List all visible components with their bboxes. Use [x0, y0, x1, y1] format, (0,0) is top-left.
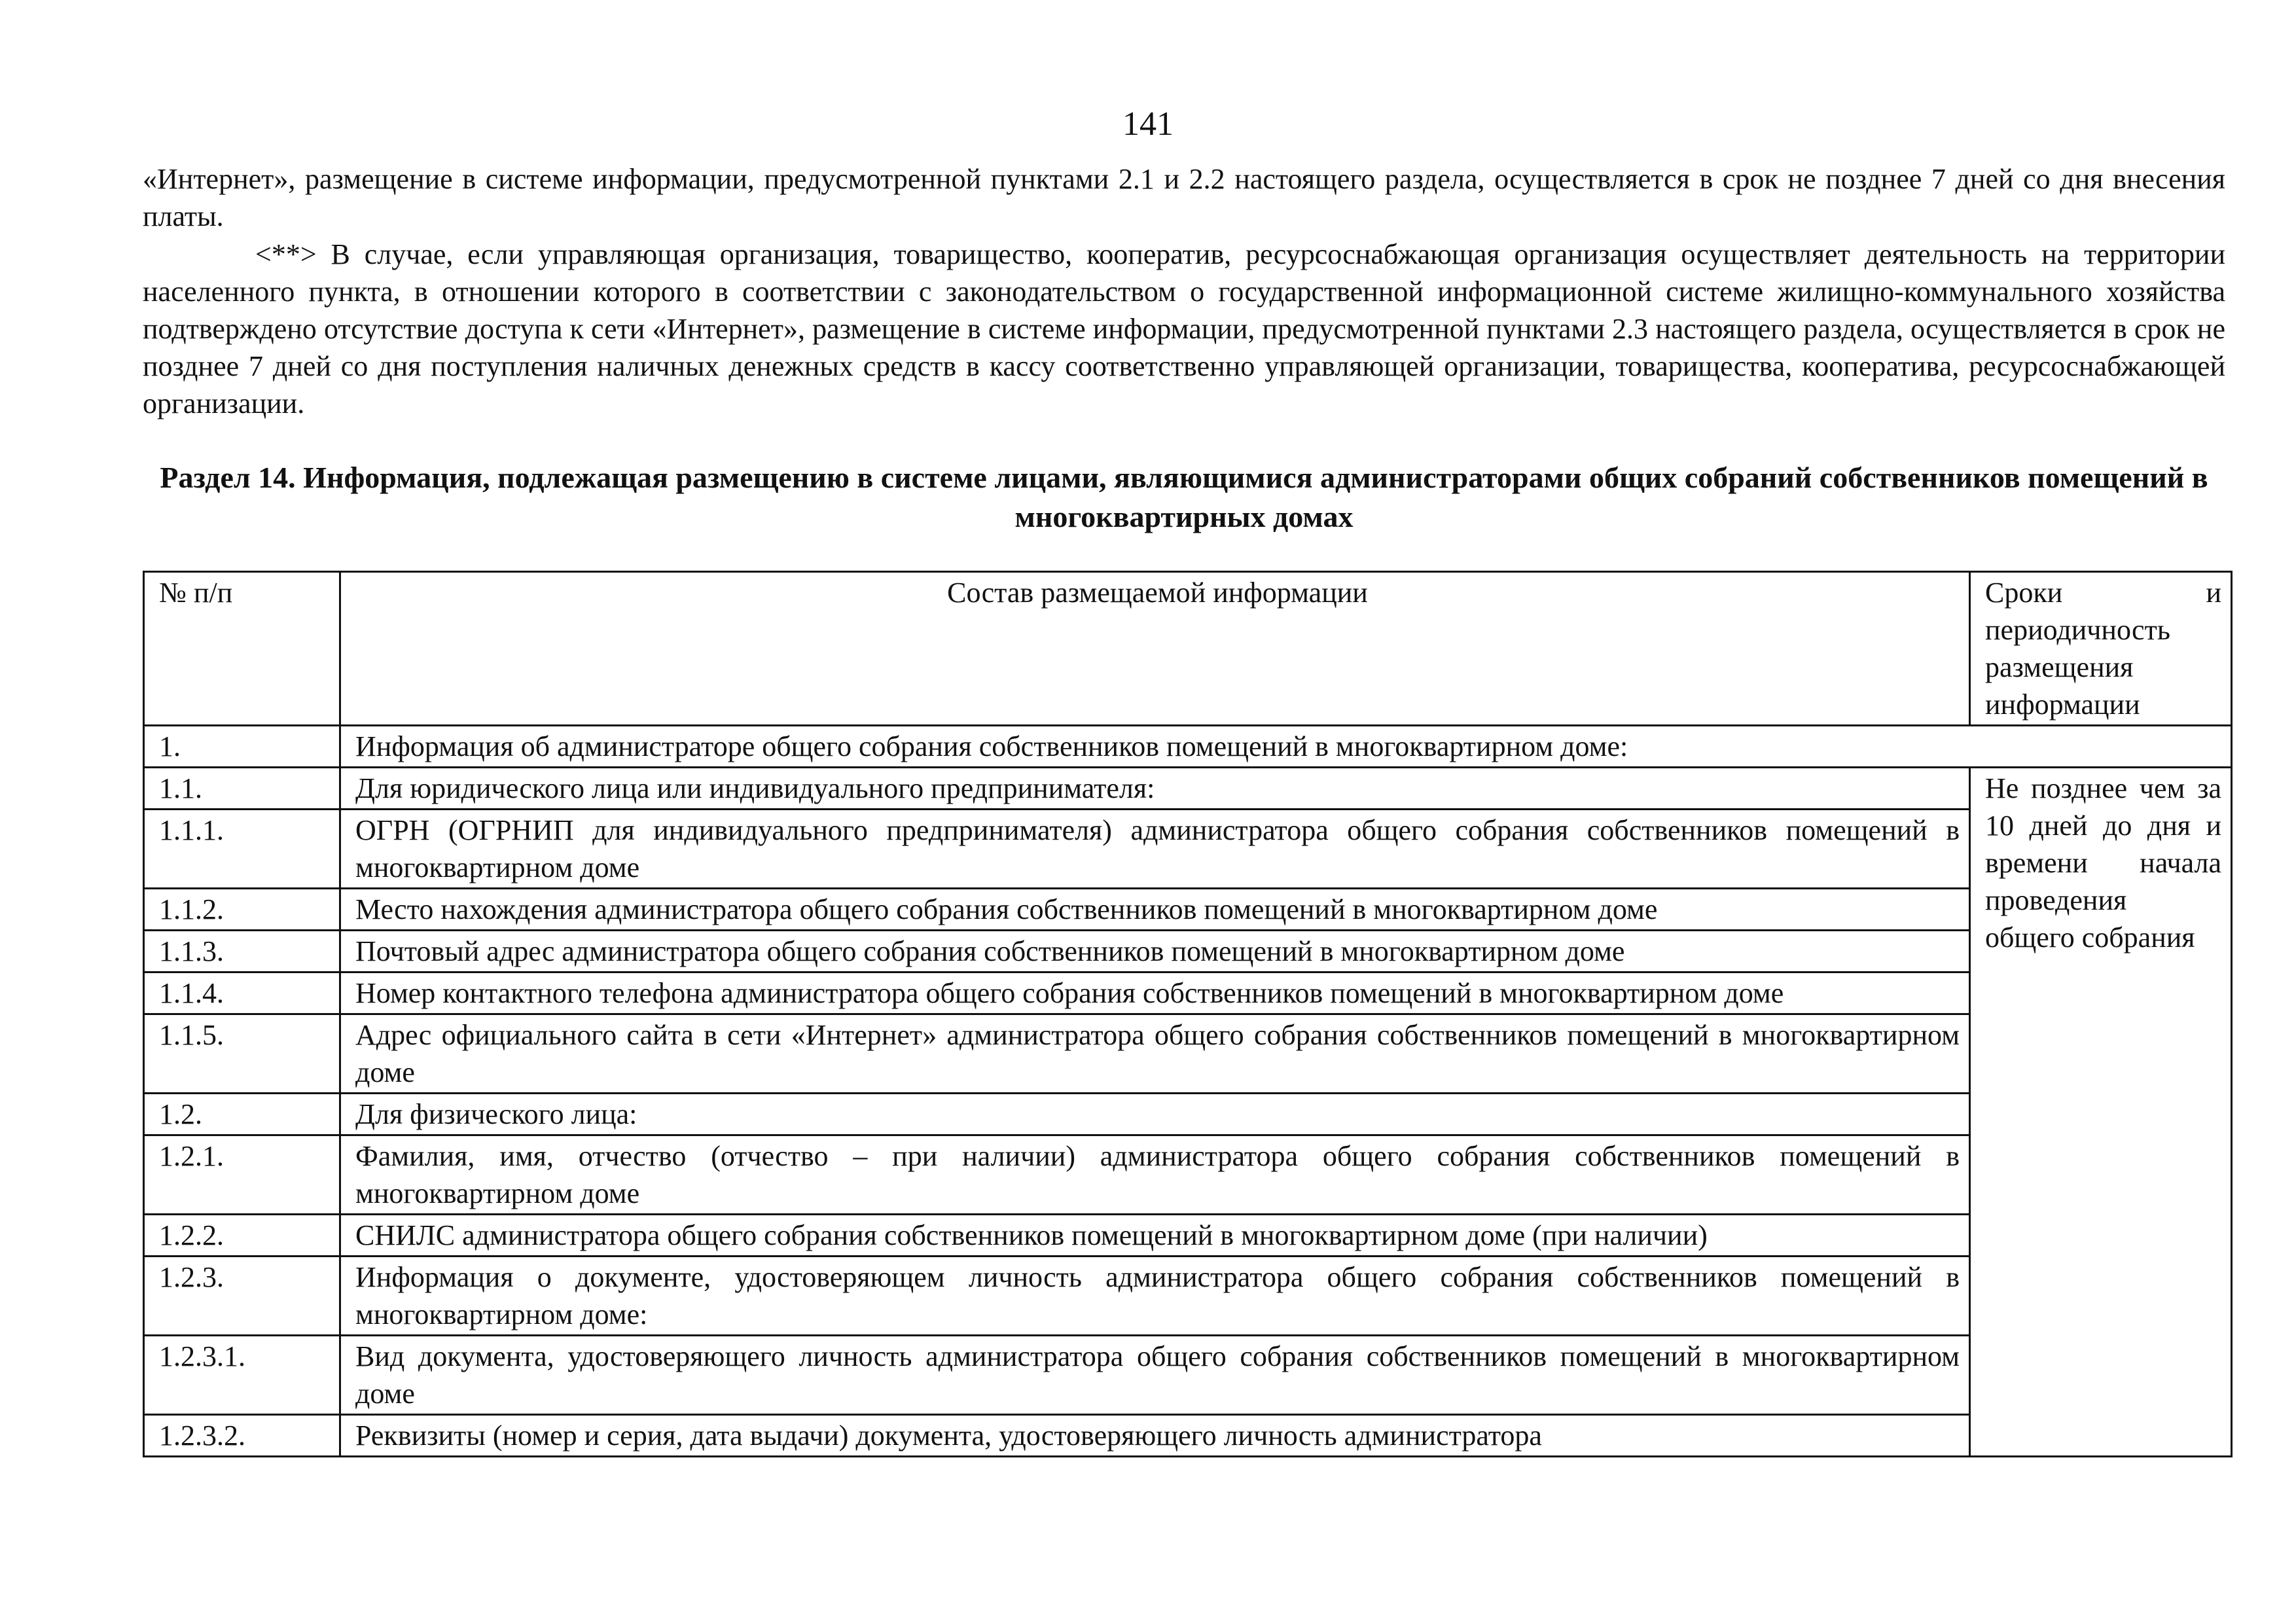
- row-number: 1.1.5.: [144, 1014, 340, 1094]
- row-info: Информация об администраторе общего собрания собственников помещений в многоквартирном доме:: [340, 726, 2232, 768]
- header-terms: Сроки и периодичность размещения информации: [1970, 572, 2232, 726]
- information-table: [143, 571, 2233, 1457]
- table-row: [144, 931, 2232, 972]
- term-deadline: Не позднее чем за 10 дней до дня и времени начала проведения общего собрания: [1970, 768, 2232, 1457]
- row-number: 1.2.3.2.: [144, 1415, 340, 1457]
- table-row: [144, 1415, 2232, 1457]
- row-info: Место нахождения администратора общего собрания собственников помещений в многоквартирном доме: [340, 889, 1970, 931]
- row-number: 1.2.2.: [144, 1215, 340, 1257]
- row-number: 1.1.1.: [144, 810, 340, 889]
- row-info: Реквизиты (номер и серия, дата выдачи) документа, удостоверяющего личность администратора: [340, 1415, 1970, 1457]
- table-row: [144, 889, 2232, 931]
- row-number: 1.: [144, 726, 340, 768]
- table-row: [144, 768, 2232, 810]
- table-row: [144, 726, 2232, 768]
- paragraph-internet-deadline: «Интернет», размещение в системе информации, предусмотренной пунктами 2.1 и 2.2 настоящего раздела, осуществляется в срок не позднее 7 дней со дня внесения платы.: [143, 163, 2225, 232]
- table-row: [144, 1336, 2232, 1415]
- page-number: 141: [1122, 105, 1174, 143]
- row-info: Почтовый адрес администратора общего собрания собственников помещений в многоквартирном доме: [340, 931, 1970, 972]
- row-number: 1.1.: [144, 768, 340, 810]
- row-info: Номер контактного телефона администратора общего собрания собственников помещений в многоквартирном доме: [340, 972, 1970, 1014]
- table-row: [144, 1257, 2232, 1336]
- table-header-row: [144, 572, 2232, 726]
- row-info: Для юридического лица или индивидуального предпринимателя:: [340, 768, 1970, 810]
- row-number: 1.2.3.1.: [144, 1336, 340, 1415]
- info-table-container: [143, 571, 2231, 1457]
- row-number: 1.2.1.: [144, 1135, 340, 1215]
- row-info: СНИЛС администратора общего собрания собственников помещений в многоквартирном доме (при наличии): [340, 1215, 1970, 1257]
- row-number: 1.1.2.: [144, 889, 340, 931]
- row-info: Фамилия, имя, отчество (отчество – при наличии) администратора общего собрания собственников помещений в многоквартирном доме: [340, 1135, 1970, 1215]
- table-row: [144, 1135, 2232, 1215]
- paragraph-footnote-no-internet: <**> В случае, если управляющая организация, товарищество, кооператив, ресурсоснабжающая организация осуществляет деятельность на территории населенного пункта, в отношении которого в соответствии с законодательством о государственной информационной системе жилищно-коммунального хозяйства подтверждено отсутствие доступа к сети «Интернет», размещение в системе информации, предусмотренной пунктами 2.3 настоящего раздела, осуществляется в срок не позднее 7 дней со дня поступления наличных денежных средств в кассу соответственно управляющей организации, товарищества, кооператива, ресурсоснабжающей организации.: [143, 238, 2225, 419]
- row-info: Адрес официального сайта в сети «Интернет» администратора общего собрания собственников помещений в многоквартирном доме: [340, 1014, 1970, 1094]
- row-info: ОГРН (ОГРНИП для индивидуального предпринимателя) администратора общего собрания собственников помещений в многоквартирном доме: [340, 810, 1970, 889]
- table-row: [144, 1094, 2232, 1135]
- row-number: 1.1.4.: [144, 972, 340, 1014]
- row-number: 1.1.3.: [144, 931, 340, 972]
- table-row: [144, 972, 2232, 1014]
- table-row: [144, 1215, 2232, 1257]
- row-info: Вид документа, удостоверяющего личность администратора общего собрания собственников помещений в многоквартирном доме: [340, 1336, 1970, 1415]
- row-number: 1.2.: [144, 1094, 340, 1135]
- row-info: Для физического лица:: [340, 1094, 1970, 1135]
- table-row: [144, 1014, 2232, 1094]
- section-14-title: Раздел 14. Информация, подлежащая размещению в системе лицами, являющимися администраторами общих собраний собственников помещений в многоквартирных домах: [160, 461, 2208, 533]
- row-number: 1.2.3.: [144, 1257, 340, 1336]
- header-number: № п/п: [144, 572, 340, 726]
- header-info-composition: Состав размещаемой информации: [340, 572, 1970, 726]
- row-info: Информация о документе, удостоверяющем личность администратора общего собрания собственников помещений в многоквартирном доме:: [340, 1257, 1970, 1336]
- table-row: [144, 810, 2232, 889]
